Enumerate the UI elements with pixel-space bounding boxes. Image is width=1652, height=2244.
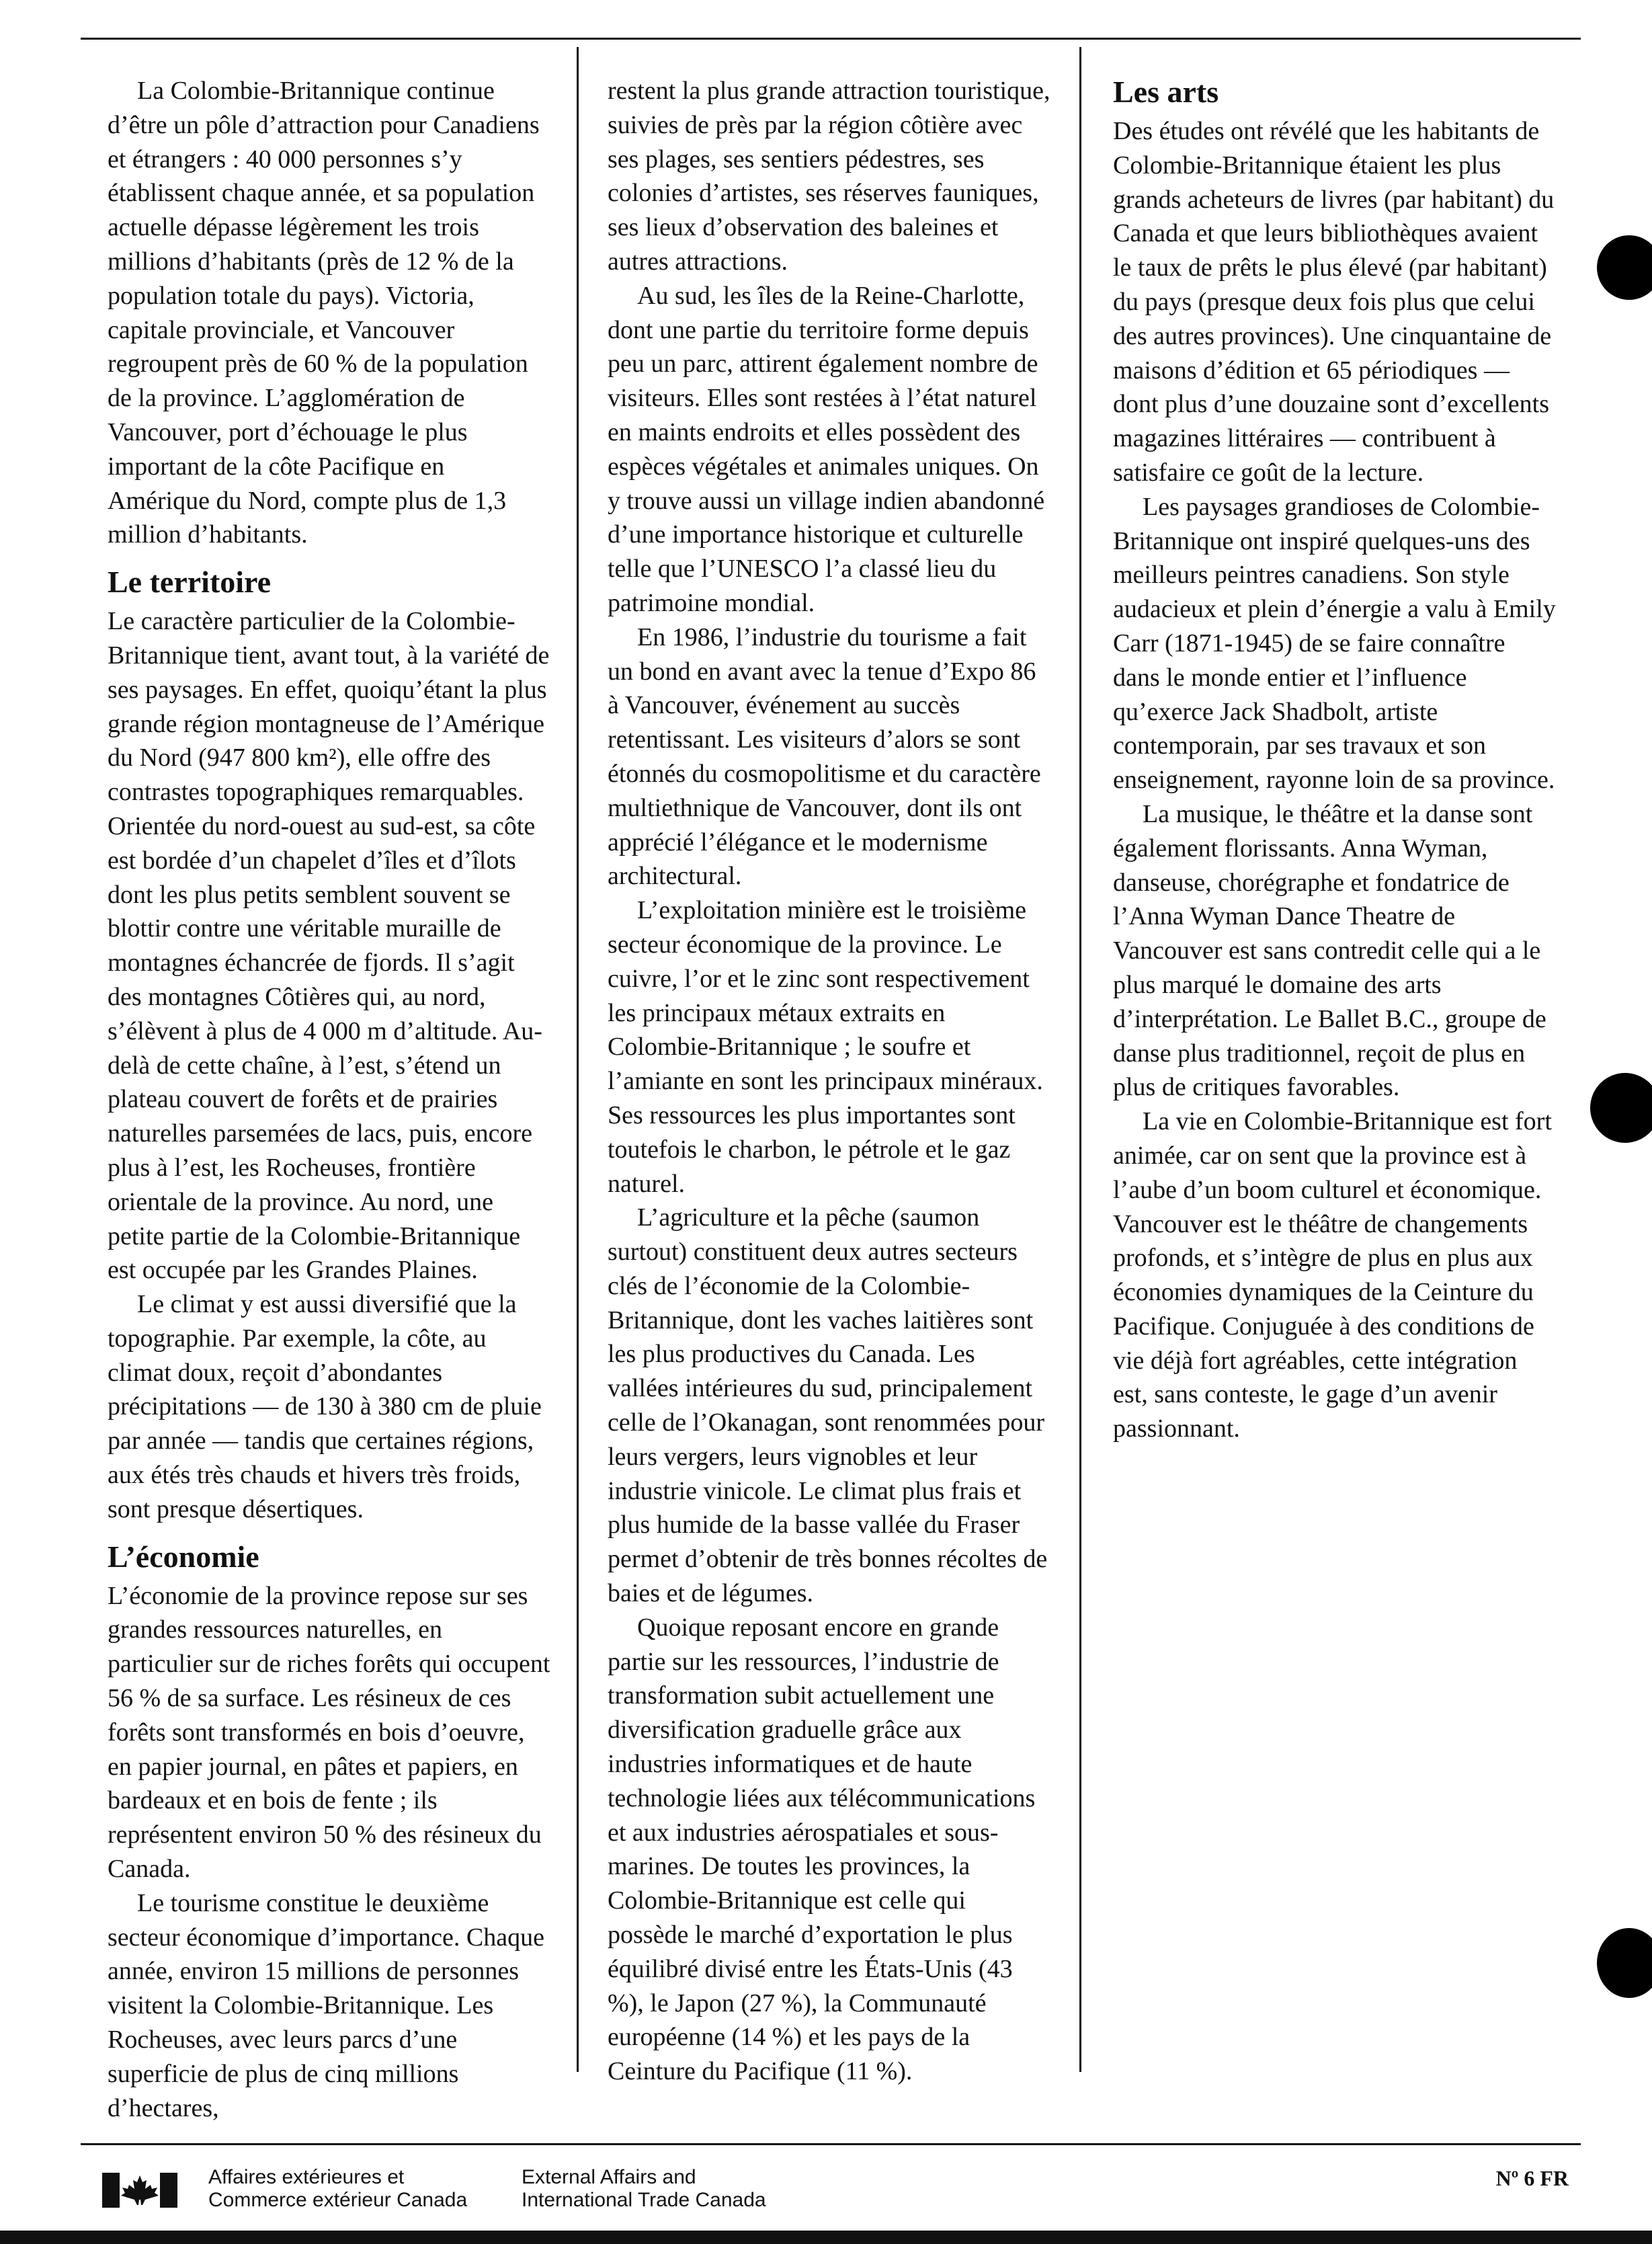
footer-en-line2: International Trade Canada: [522, 2189, 766, 2211]
punch-hole-bottom: [1597, 1928, 1652, 1998]
footer-english-dept: [522, 2166, 766, 2212]
column-3: [1113, 74, 1557, 1446]
column-divider-1: [577, 47, 579, 2072]
footer-french-dept: [208, 2166, 467, 2212]
footer-fr-line2: Commerce extérieur Canada: [208, 2189, 468, 2211]
top-rule: [81, 38, 1581, 40]
intro-paragraph: La Colombie-Britannique continue d’être un pôle d’attraction pour Canadiens et étrangers : 40 000 personnes s’y établissent chaque année, et sa population actuelle dépasse légèrement les trois millions d’habitants (près de 12 % de la population totale du pays). Victoria, capitale provinciale, et Vancouver regroupent près de 60 % de la population de la province. L’agglomération de Vancouver, port d’échouage le plus important de la côte Pacifique en Amérique du Nord, compte plus de 1,3 million d’habitants.: [108, 77, 540, 549]
mines-paragraph: L’exploitation minière est le troisième secteur économique de la province. Le cuivre, l’or et le zinc sont respectivement les principaux métaux extraits en Colombie-Britannique ; le soufre et l’amiante en sont les principaux minéraux. Ses ressources les plus importantes sont toutefois le charbon, le pétrole et le gaz naturel.: [608, 896, 1043, 1198]
agriculture-paragraph: L’agriculture et la pêche (saumon surtout) constituent deux autres secteurs clés de l’économie de la Colombie-Britannique, dont les vaches laitières sont les plus productives du Canada. Les vallées intérieures du sud, principalement celle de l’Okanagan, sont renommées pour leurs vergers, leurs vignobles et leur industrie vinicole. Le climat plus frais et plus humide de la basse vallée du Fraser permet d’obtenir de très bonnes récoltes de baies et de légumes.: [608, 1203, 1048, 1608]
economie-paragraph-1: L’économie de la province repose sur ses grandes ressources naturelles, en particulier sur de riches forêts qui occupent 56 % de sa surface. Les résineux de ces forêts sont transformés en bois d’oeuvre, en papier journal, en pâtes et papiers, en bardeaux et en bois de fente ; ils représentent environ 50 % des résineux du Canada.: [108, 1581, 550, 1884]
column-1: [108, 74, 551, 2125]
territoire-paragraph-2: Le climat y est aussi diversifié que la topographie. Par exemple, la côte, au climat doux, reçoit d’abondantes précipitations — de 130 à 380 cm de pluie par année — tandis que certaines régions, aux étés très chauds et hivers très froids, sont presque désertiques.: [108, 1290, 542, 1523]
heading-territoire: Le territoire: [108, 565, 272, 600]
arts-paragraph-2: Les paysages grandioses de Colombie-Britannique ont inspiré quelques-uns des meilleurs peintres canadiens. Son style audacieux et plein d’énergie a valu à Emily Carr (1871-1945) de se faire connaître dans le monde entier et l’influence qu’exerce Jack Shadbolt, artiste contemporain, par ses travaux et son enseignement, rayonne loin de sa province.: [1113, 492, 1556, 795]
column-divider-2: [1079, 47, 1081, 2072]
arts-paragraph-1: Des études ont révélé que les habitants de Colombie-Britannique étaient les plus grands acheteurs de livres (par habitant) du Canada et que leurs bibliothèques avaient le taux de prêts le plus élevé (par habitant) du pays (presque deux fois plus que celui des autres provinces). Une cinquantaine de maisons d’édition et 65 périodiques — dont plus d’une douzaine sont d’excellents magazines littéraires — contribuent à satisfaire ce goût de la lecture.: [1113, 117, 1555, 487]
punch-hole-top: [1597, 235, 1652, 300]
punch-hole-middle: [1590, 1073, 1652, 1143]
reine-charlotte-paragraph: Au sud, les îles de la Reine-Charlotte, dont une partie du territoire forme depuis peu un parc, attirent également nombre de visiteurs. Elles sont restées à l’état naturel en maints endroits et elles possèdent des espèces végétales et animales uniques. On y trouve aussi un village indien abandonné d’une importance historique et culturelle telle que l’UNESCO l’a classé lieu du patrimoine mondial.: [608, 281, 1045, 617]
industrie-paragraph: Quoique reposant encore en grande partie sur les ressources, l’industrie de transformation subit actuellement une diversification graduelle grâce aux industries informatiques et de haute technologie liées aux télécommunications et aux industries aérospatiales et sous-marines. De toutes les provinces, la Colombie-Britannique est celle qui possède le marché d’exportation le plus équilibré divisé entre les États-Unis (43 %), le Japon (27 %), la Communauté européenne (14 %) et les pays de la Ceinture du Pacifique (11 %).: [608, 1613, 1036, 2086]
heading-economie: L’économie: [108, 1539, 259, 1574]
arts-paragraph-3: La musique, le théâtre et la danse sont également florissants. Anna Wyman, danseuse, chorégraphe et fondatrice de l’Anna Wyman Dance Theatre de Vancouver est sans contredit celle qui a le plus marqué le domaine des arts d’interprétation. Le Ballet B.C., groupe de danse plus traditionnel, reçoit de plus en plus de critiques favorables.: [1113, 799, 1546, 1102]
territoire-paragraph-1: Le caractère particulier de la Colombie-Britannique tient, avant tout, à la variété de ses paysages. En effet, quoiqu’étant la plus grande région montagneuse de l’Amérique du Nord (947 800 km²), elle offre des contrastes topographiques remarquables. Orientée du nord-ouest au sud-est, sa côte est bordée d’un chapelet d’îles et d’îlots dont les plus petits semblent souvent se blottir contre une véritable muraille de montagnes échancrée de fjords. Il s’agit des montagnes Côtières qui, au nord, s’élèvent à plus de 4 000 m d’altitude. Au-delà de cette chaîne, à l’est, s’étend un plateau couvert de forêts et de prairies naturelles parsemées de lacs, puis, encore plus à l’est, les Rocheuses, frontière orientale de la province. Au nord, une petite partie de la Colombie-Britannique est occupée par les Grandes Plaines.: [108, 607, 550, 1285]
economie-paragraph-2: Le tourisme constitue le deuxième secteur économique d’importance. Chaque année, environ 15 millions de personnes visitent la Colombie-Britannique. Les Rocheuses, avec leurs parcs d’une superficie de plus de cinq millions d’hectares,: [108, 1888, 544, 2122]
expo86-paragraph: En 1986, l’industrie du tourisme a fait un bond en avant avec la tenue d’Expo 86 à Vancouver, événement au succès retentissant. Les visiteurs d’alors se sont étonnés du cosmopolitisme et du caractère multiethnique de Vancouver, dont ils ont apprécié l’élégance et le modernisme architectural.: [608, 623, 1041, 891]
footer-en-line1: External Affairs and: [522, 2166, 696, 2188]
issue-number: Nº 6 FR: [1495, 2166, 1569, 2190]
footer-fr-line1: Affaires extérieures et: [208, 2166, 405, 2188]
bottom-rule: [81, 2143, 1581, 2145]
column-2: [608, 74, 1051, 2089]
bottom-scan-edge: [0, 2231, 1652, 2244]
tourisme-continued-paragraph: restent la plus grande attraction touristique, suivies de près par la région côtière avec ses plages, ses sentiers pédestres, ses colonies d’artistes, ses réserves fauniques, ses lieux d’observation des baleines et autres attractions.: [608, 77, 1050, 276]
canada-flag-icon: [102, 2173, 177, 2208]
heading-arts: Les arts: [1113, 75, 1219, 109]
arts-paragraph-4: La vie en Colombie-Britannique est fort animée, car on sent que la province est à l’aube d’un boom culturel et économique. Vancouver est le théâtre de changements profonds, et s’intègre de plus en plus aux économies dynamiques de la Ceinture du Pacifique. Conjuguée à des conditions de vie déjà fort agréables, cette intégration est, sans conteste, le gage d’un avenir passionnant.: [1113, 1107, 1552, 1443]
